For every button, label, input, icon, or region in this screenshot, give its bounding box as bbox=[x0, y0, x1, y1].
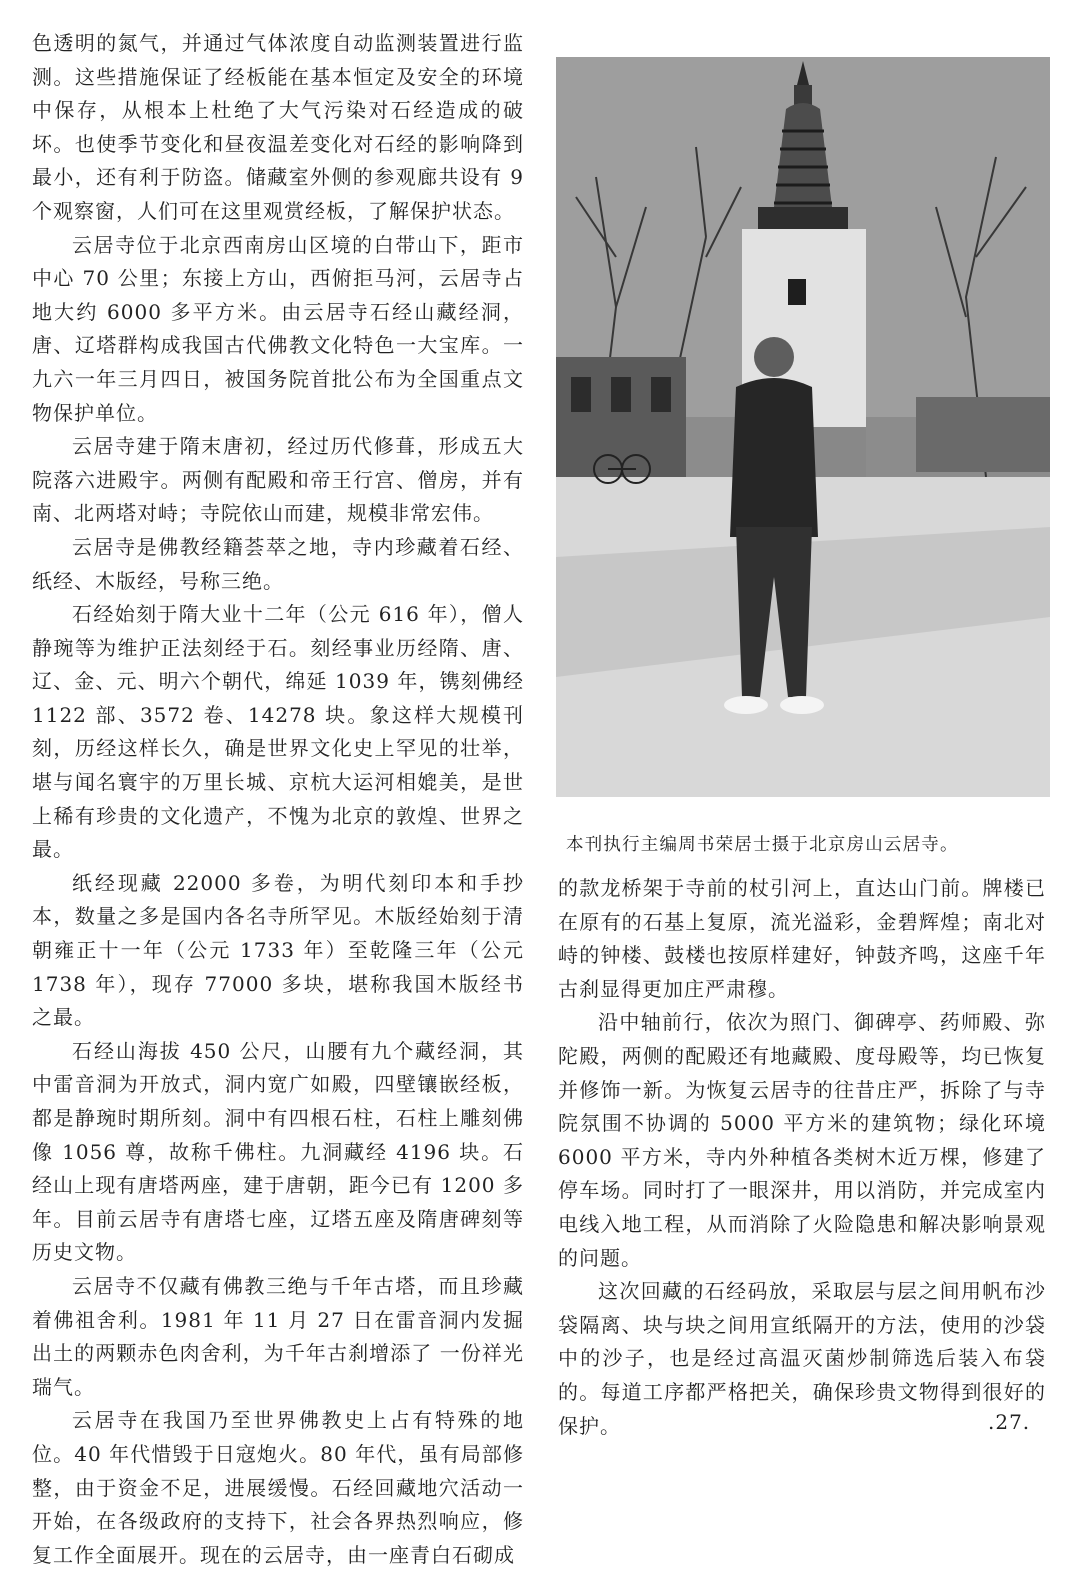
paragraph: 色透明的氮气，并通过气体浓度自动监测装置进行监测。这些措施保证了经板能在基本恒定及安全的环境中保存，从根本上杜绝了大气污染对石经造成的破坏。也使季节变化和昼夜温差变化对石经的影响降到最小，还有利于防盗。储藏室外侧的参观廊共设有 9 个观察窗，人们可在这里观赏经板，了解保护状态。 bbox=[32, 31, 524, 223]
paragraph: 云居寺在我国乃至世界佛教史上占有特殊的地位。40 年代惜毁于日寇炮火。80 年代，虽有局部修整，由于资金不足，进展缓慢。石经回藏地穴活动一开始，在各级政府的支持下，社会各界热烈响应，修复工作全面展开。现在的云居寺，由一座青白石砌成 bbox=[32, 1408, 524, 1567]
photo-illustration bbox=[556, 57, 1050, 797]
paragraph: 纸经现藏 22000 多卷，为明代刻印本和手抄本，数量之多是国内各名寺所罕见。木版经始刻于清朝雍正十一年（公元 1733 年）至乾隆三年（公元 1738 年），现存 77000 多块，堪称我国木版经书之最。 bbox=[32, 870, 524, 1030]
left-text-column bbox=[32, 27, 524, 1572]
paragraph: 云居寺建于隋末唐初，经过历代修葺，形成五大院落六进殿宇。两侧有配殿和帝王行宫、僧房，并有南、北两塔对峙；寺院依山而建，规模非常宏伟。 bbox=[32, 434, 524, 526]
paragraph: 云居寺位于北京西南房山区境的白带山下，距市中心 70 公里；东接上方山，西俯拒马河，云居寺占地大约 6000 多平方米。由云居寺石经山藏经洞，唐、辽塔群构成我国古代佛教文化特色一大宝库。一九六一年三月四日，被国务院首批公布为全国重点文物保护单位。 bbox=[32, 232, 524, 425]
paragraph: 石经山海拔 450 公尺，山腰有九个藏经洞，其中雷音洞为开放式，洞内宽广如殿，四壁镶嵌经板，都是静琬时期所刻。洞中有四根石柱，石柱上雕刻佛像 1056 尊，故称千佛柱。九洞藏经 4196 块。石经山上现有唐塔两座，建于唐朝，距今已有 1200 多年。目前云居寺有唐塔七座，辽塔五座及隋唐碑刻等历史文物。 bbox=[32, 1038, 524, 1265]
paragraph: 云居寺不仅藏有佛教三绝与千年古塔，而且珍藏着佛祖舍利。1981 年 11 月 27 日在雷音洞内发掘出土的两颗赤色肉舍利，为千年古刹增添了 一份祥光瑞气。 bbox=[32, 1273, 524, 1399]
paragraph: 云居寺是佛教经籍荟萃之地，寺内珍藏着石经、纸经、木版经，号称三绝。 bbox=[32, 534, 524, 593]
paragraph: 沿中轴前行，依次为照门、御碑亭、药师殿、弥陀殿，两侧的配殿还有地藏殿、度母殿等，均已恢复并修饰一新。为恢复云居寺的往昔庄严，拆除了与寺院氛围不协调的 5000 平方米的建筑物；绿化环境 6000 平方米，寺内外种植各类树木近万棵，修建了停车场。同时打了一眼深井，用以消防，并完成室内电线入地工程，从而消除了火险隐患和解决影响景观的问题。 bbox=[558, 1010, 1046, 1270]
paragraph: 这次回藏的石经码放，采取层与层之间用帆布沙袋隔离、块与块之间用宣纸隔开的方法，使用的沙袋中的沙子，也是经过高温灭菌炒制筛选后装入布袋的。每道工序都严格把关，确保珍贵文物得到很好的保护。 bbox=[558, 1279, 1046, 1438]
pagoda-photo bbox=[556, 57, 1050, 797]
right-text-column bbox=[558, 872, 1046, 1443]
photo-caption: 本刊执行主编周书荣居士摄于北京房山云居寺。 bbox=[566, 835, 959, 855]
page-number: .27. bbox=[988, 1410, 1031, 1434]
paragraph: 石经始刻于隋大业十二年（公元 616 年），僧人静琬等为维护正法刻经于石。刻经事业历经隋、唐、辽、金、元、明六个朝代，绵延 1039 年，镌刻佛经 1122 部、3572 卷、14278 块。象这样大规模刊刻，历经这样长久，确是世界文化史上罕见的壮举，堪与闻名寰宇的万里长城、京杭大运河相媲美，是世上稀有珍贵的文化遗产，不愧为北京的敦煌、世界之最。 bbox=[32, 602, 524, 862]
paragraph: 的款龙桥架于寺前的杖引河上，直达山门前。牌楼已在原有的石基上复原，流光溢彩，金碧辉煌；南北对峙的钟楼、鼓楼也按原样建好，钟鼓齐鸣，这座千年古刹显得更加庄严肃穆。 bbox=[558, 876, 1046, 1001]
